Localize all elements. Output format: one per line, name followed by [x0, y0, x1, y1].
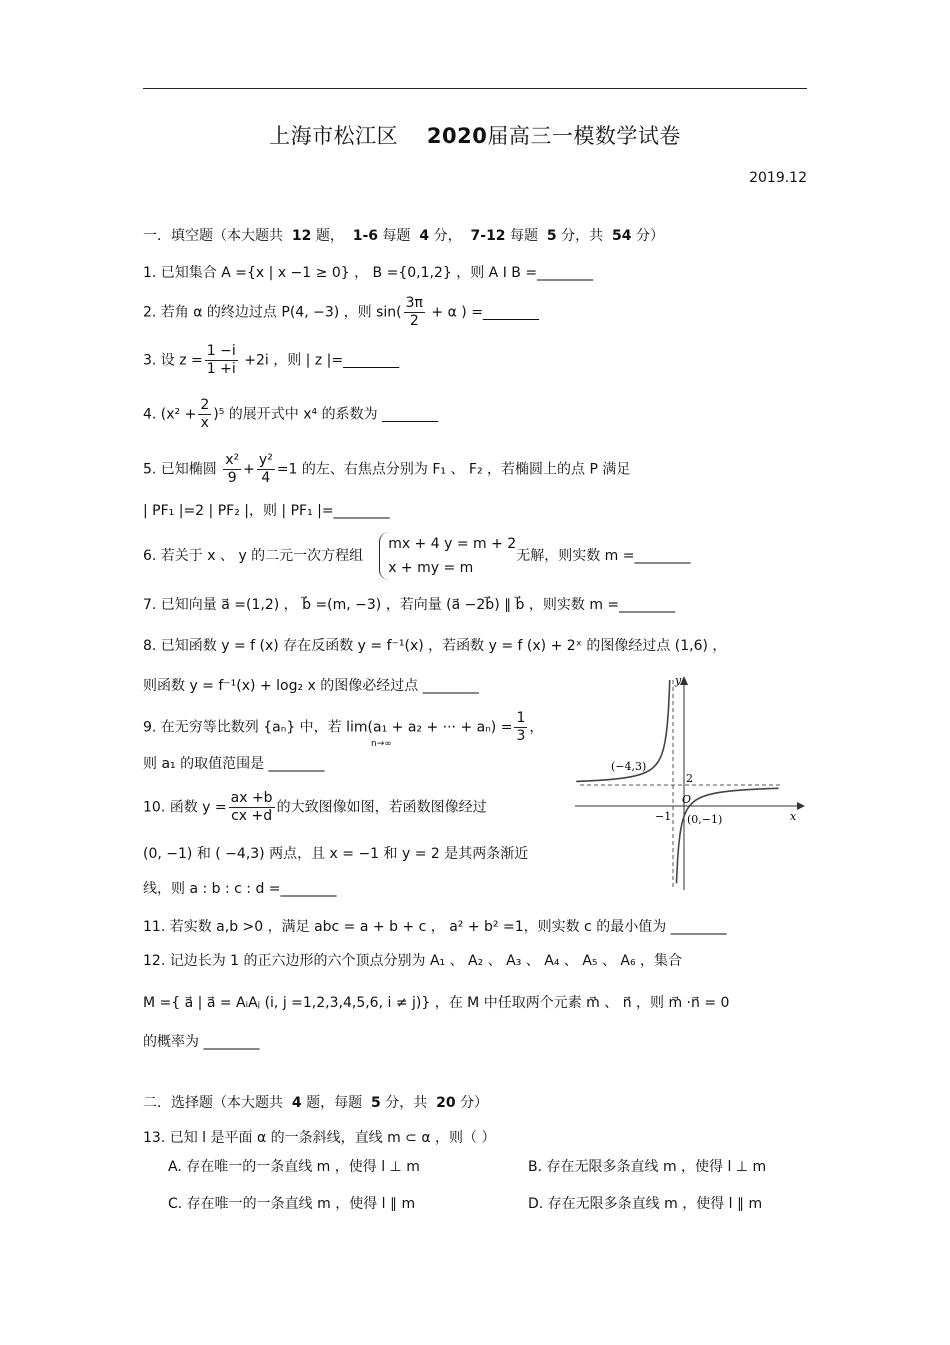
question-2: 2. 若角 α 的终边过点 P(4, −3) ，则 sin( $\frac{3\pi}{2}$ + α ) =________ — [143, 295, 539, 329]
exam-date: 2019.12 — [749, 170, 807, 186]
question-8: 8. 已知函数 y = f (x) 存在反函数 y = f⁻¹(x) ，若函数 y = f (x) + 2ˣ 的图像经过点 (1,6) ， — [143, 638, 727, 654]
option-d: D. 存在无限多条直线 m ，使得 l ∥ m — [528, 1196, 763, 1212]
section1-heading: 一．填空题（本大题共 12 题， 1-6 每题 4 分， 7-12 每题 5 分，共 54 分） — [143, 228, 664, 244]
option-b: B. 存在无限多条直线 m ，使得 l ⊥ m — [528, 1159, 767, 1175]
top-rule — [143, 88, 807, 89]
question-1: 1. 已知集合 A ={x | x −1 ≥ 0} ， B ={0,1,2} ，则 A I B =________ — [143, 265, 594, 281]
question-12: 12. 记边长为 1 的正六边形的六个顶点分别为 A₁ 、 A₂ 、 A₃ 、 A₄ 、 A₅ 、 A₆ ，集合 — [143, 953, 683, 969]
question-6: 6. 若关于 x 、 y 的二元一次方程组 mx + 4 y = m + 2 x + my = m 无解，则实数 m =________ — [143, 532, 690, 580]
equation-system: mx + 4 y = m + 2 x + my = m — [379, 532, 516, 580]
question-12-cont2: 的概率为 ________ — [143, 1034, 260, 1050]
question-5-cont: | PF₁ |=2 | PF₂ |，则 | PF₁ |=________ — [143, 503, 390, 519]
point-label-1: (−4,3) — [611, 760, 647, 773]
section2-heading: 二．选择题（本大题共 4 题，每题 5 分，共 20 分） — [143, 1095, 489, 1111]
question-4: 4. (x² + $\frac{2}{x}$ )⁵ 的展开式中 x⁴ 的系数为 ________ — [143, 397, 439, 431]
question-10: 10. 函数 y = $\frac{ax +b}{cx +d}$ 的大致图像如图，若函数图像经过 — [143, 790, 487, 824]
right-branch — [677, 788, 779, 883]
function-graph — [575, 675, 805, 895]
option-a: A. 存在唯一的一条直线 m ，使得 l ⊥ m — [168, 1159, 420, 1175]
point-label-2: (0,−1) — [687, 813, 723, 826]
question-9-cont: 则 a₁ 的取值范围是 ________ — [143, 756, 325, 772]
option-c: C. 存在唯一的一条直线 m ，使得 l ∥ m — [168, 1196, 416, 1212]
asymptote-x-label: −1 — [655, 810, 672, 823]
origin-label: O — [682, 793, 692, 806]
limit-subscript: n→∞ — [371, 739, 392, 749]
question-3: 3. 设 z = $\frac{1 -i}{1 +i}$ +2i ，则 | z |=________ — [143, 343, 400, 377]
question-13: 13. 已知 l 是平面 α 的一条斜线，直线 m ⊂ α ，则（ ） — [143, 1130, 496, 1146]
question-7: 7. 已知向量 a⃗ =(1,2) ， b⃗ =(m, −3) ，若向量 (a⃗ −2b⃗) ∥ b⃗ ，则实数 m =________ — [143, 597, 676, 613]
x-axis-label: x — [790, 810, 797, 823]
asymptote-y-label: 2 — [686, 772, 693, 785]
question-11: 11. 若实数 a,b >0 ，满足 abc = a + b + c ， a² + b² =1，则实数 c 的最小值为 ________ — [143, 919, 727, 935]
question-10-cont: (0, −1) 和 ( −4,3) 两点，且 x = −1 和 y = 2 是其两条渐近 — [143, 846, 529, 862]
y-axis-label: y — [675, 675, 682, 687]
question-5: 5. 已知椭圆 $\frac{\text{x²}}{9}$ + $\frac{\text{y²}}{4}$ =1 的左、右焦点分别为 F₁ 、 F₂ ，若椭圆上的点 P 满足 — [143, 452, 631, 486]
question-8-cont: 则函数 y = f⁻¹(x) + log₂ x 的图像必经过点 ________ — [143, 678, 479, 694]
question-10-cont2: 线，则 a : b : c : d =________ — [143, 881, 337, 897]
page-title: 上海市松江区 2020届高三一模数学试卷 — [269, 124, 681, 148]
x-axis-arrow — [797, 802, 805, 810]
question-12-cont: M ={ a⃗ | a⃗ = AᵢAⱼ (i, j =1,2,3,4,5,6, i ≠ j)} ，在 M 中任取两个元素 m⃗ 、 n⃗ ，则 m⃗ ·n⃗ = 0 — [143, 995, 730, 1011]
question-9: 9. 在无穷等比数列 {aₙ} 中，若 lim(a₁ + a₂ + ··· + aₙ) = $\frac{1}{3}$ ， n→∞ — [143, 710, 543, 745]
